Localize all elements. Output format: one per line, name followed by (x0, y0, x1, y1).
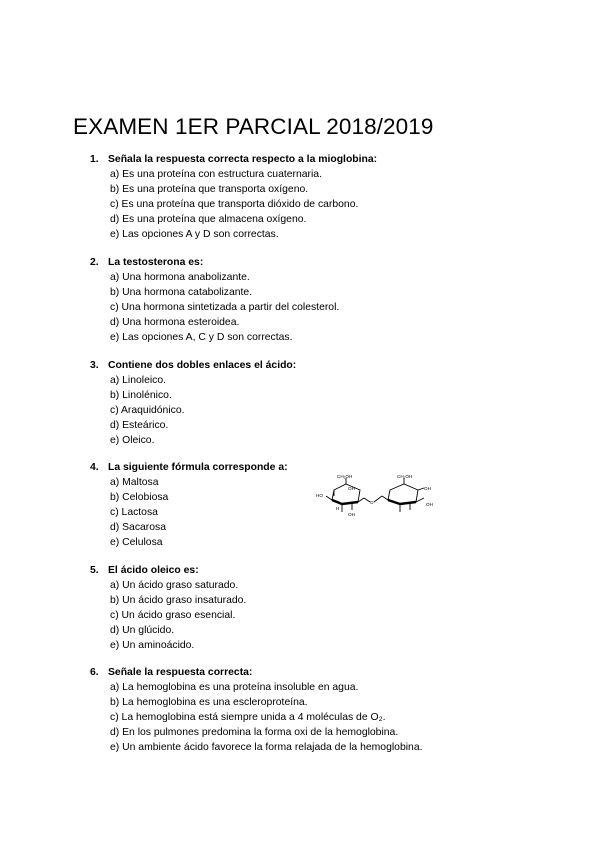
disaccharide-formula-figure (312, 474, 442, 526)
option-a: a) Es una proteína con estructura cuaternaria. (110, 169, 322, 180)
label-oh-right: OH (424, 486, 431, 491)
question-6 (90, 666, 570, 755)
question-5 (90, 564, 570, 653)
exam-title: EXAMEN 1ER PARCIAL 2018/2019 (73, 114, 434, 139)
option-c: c) Una hormona sintetizada a partir del colesterol. (110, 301, 340, 313)
answer-options (90, 374, 570, 448)
option-e: e) Oleico. (110, 434, 155, 446)
option-e: e) Las opciones A, C y D son correctas. (110, 331, 293, 343)
label-oh-bottom-right: OH (426, 502, 433, 507)
option-a: a) Un ácido graso saturado. (110, 580, 239, 591)
answer-options (90, 579, 570, 653)
label-h: H (336, 506, 340, 511)
question-prompt: Señale la respuesta correcta: (108, 667, 253, 678)
option-b: b) La hemoglobina es una escleroproteína. (110, 696, 308, 708)
question-prompt: La testosterona es: (108, 257, 204, 268)
option-e: e) Un ambiente ácido favorece la forma relajada de la hemoglobina. (110, 741, 423, 753)
answer-options (90, 271, 570, 345)
option-c: c) Es una proteína que transporta dióxido de carbono. (110, 198, 359, 210)
option-d: d) Sacarosa (110, 521, 167, 533)
label-ho: HO (316, 493, 323, 498)
option-e: e) Las opciones A y D son correctas. (110, 228, 279, 240)
right-ring-bold-edge (388, 500, 416, 504)
answer-options (90, 681, 570, 755)
label-oh-bottom-left: OH (348, 512, 355, 517)
question-2 (90, 256, 570, 345)
label-o-link: O (370, 500, 374, 505)
question-number: 1. (90, 154, 99, 165)
option-d: d) En los pulmones predomina la forma oxi de la hemoglobina. (110, 726, 399, 738)
question-number: 5. (90, 565, 99, 576)
question-prompt: El ácido oleico es: (108, 565, 199, 576)
label-oh-left: OH (348, 486, 355, 491)
option-a: a) Una hormona anabolizante. (110, 272, 250, 283)
label-ch2oh-right: CH₂OH (397, 474, 413, 479)
left-ring-bold-edge (332, 500, 358, 504)
question-number: 2. (90, 257, 99, 268)
option-a: a) La hemoglobina es una proteína insoluble en agua. (110, 682, 359, 693)
option-c: c) La hemoglobina está siempre unida a 4 moléculas de O₂. (110, 711, 386, 723)
question-prompt: La siguiente fórmula corresponde a: (108, 462, 288, 473)
option-e: e) Un aminoácido. (110, 639, 195, 651)
option-d: d) Es una proteína que almacena oxígeno. (110, 213, 307, 225)
option-b: b) Celobiosa (110, 491, 169, 503)
option-d: d) Esteárico. (110, 419, 169, 431)
option-b: b) Es una proteína que transporta oxígeno. (110, 183, 309, 195)
label-ch2oh-left: CH₂OH (337, 474, 353, 479)
option-c: c) Un ácido graso esencial. (110, 609, 236, 621)
option-c: c) Araquidónico. (110, 404, 185, 416)
option-b: b) Una hormona catabolizante. (110, 286, 253, 298)
question-1 (90, 153, 570, 242)
option-a: a) Linoleico. (110, 375, 167, 386)
option-c: c) Lactosa (110, 506, 158, 518)
option-d: d) Una hormona esteroidea. (110, 316, 240, 328)
option-a: a) Maltosa (110, 477, 159, 488)
question-3 (90, 359, 570, 448)
option-b: b) Un ácido graso insaturado. (110, 594, 247, 606)
question-number: 6. (90, 667, 99, 678)
option-e: e) Celulosa (110, 536, 163, 548)
question-prompt: Contiene dos dobles enlaces el ácido: (108, 360, 297, 371)
question-number: 4. (90, 462, 99, 473)
option-d: d) Un glúcido. (110, 624, 175, 636)
answer-options (90, 168, 570, 242)
question-number: 3. (90, 360, 99, 371)
option-b: b) Linolénico. (110, 389, 172, 401)
question-prompt: Señala la respuesta correcta respecto a la mioglobina: (108, 154, 378, 165)
